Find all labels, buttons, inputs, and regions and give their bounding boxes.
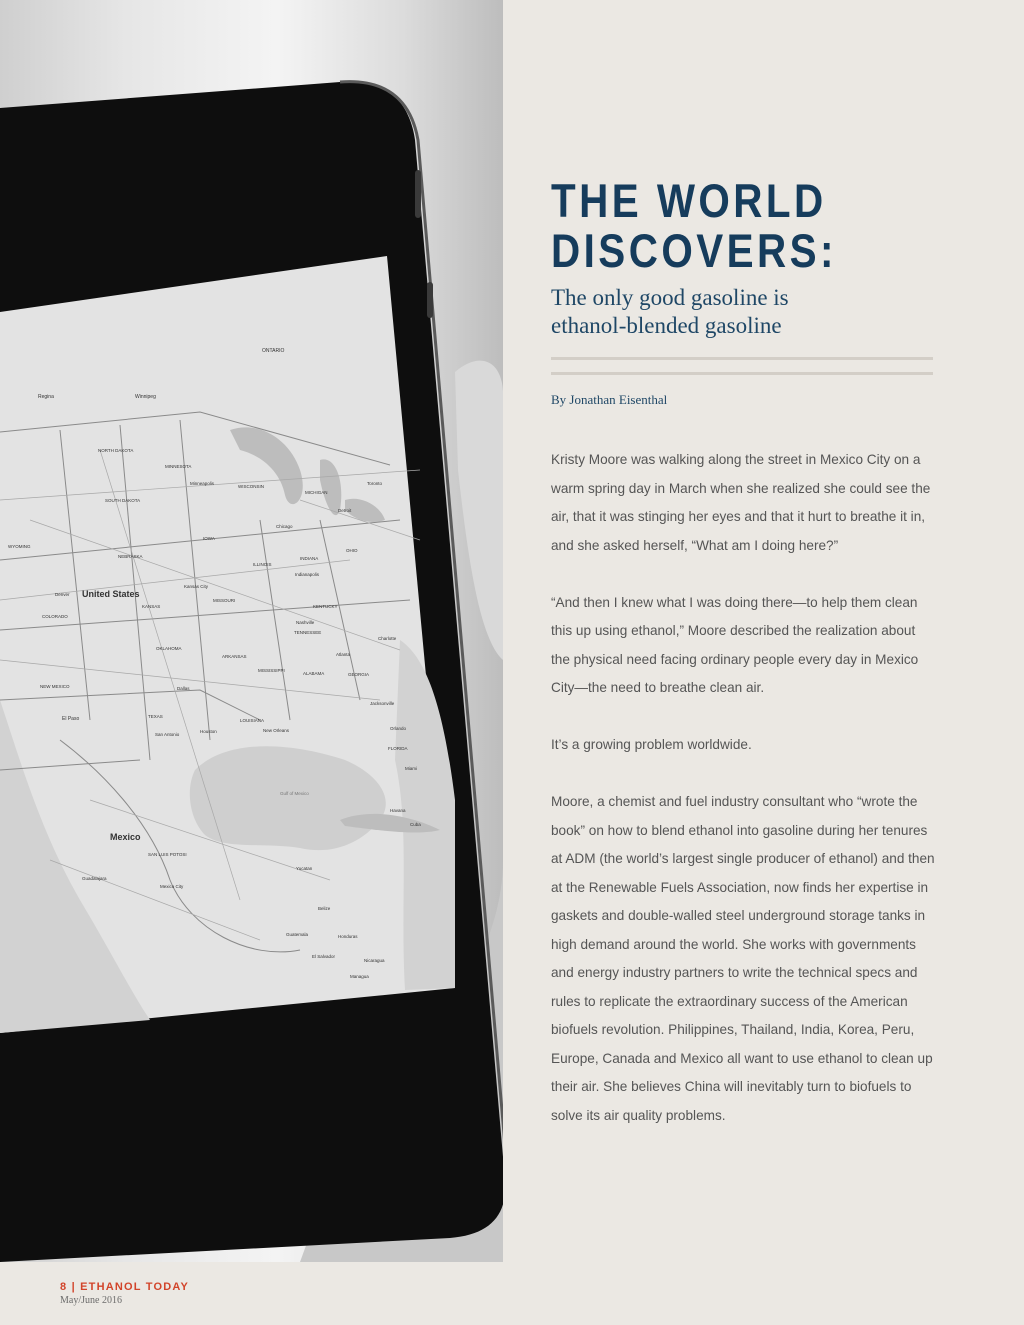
phone-map-photo (0, 0, 503, 1262)
map-label: KENTUCKY (313, 604, 338, 609)
map-label: Havana (390, 808, 406, 813)
map-label: Belize (318, 906, 331, 911)
map-label: Nashville (296, 620, 315, 625)
map-label: INDIANA (300, 556, 319, 561)
map-label: MICHIGAN (305, 490, 328, 495)
map-label: Charlotte (378, 636, 397, 641)
thumb (455, 361, 503, 660)
map-label: Gulf of Mexico (280, 791, 309, 796)
map-label: IOWA (203, 536, 215, 541)
map-label: El Paso (62, 716, 80, 722)
byline: By Jonathan Eisenthal (551, 392, 668, 407)
map-label: Managua (350, 974, 369, 979)
headline-line-1: THE WORLD (551, 174, 827, 227)
subheadline: The only good gasoline is ethanol-blended gasoline (551, 285, 789, 338)
map-label: NEW MEXICO (40, 684, 70, 689)
article-body (551, 446, 936, 1130)
map-label: WISCONSIN (238, 484, 265, 489)
article (551, 176, 936, 1159)
map-label: Winnipeg (135, 394, 156, 400)
map-label: Jacksonville (370, 701, 395, 706)
map-label: Chicago (276, 524, 293, 529)
map-label: Dallas (177, 686, 190, 691)
map-label: New Orleans (263, 728, 290, 733)
map-label: TENNESSEE (294, 630, 322, 635)
map-label: Cuba (410, 822, 421, 827)
map-label: SAN LUIS POTOSI (148, 852, 187, 857)
map-label: MISSOURI (213, 598, 236, 603)
map-label: United States (82, 589, 140, 599)
map-label: MINNESOTA (165, 464, 192, 469)
issue-date: May/June 2016 (60, 1295, 122, 1306)
map-label: Atlanta (336, 652, 351, 657)
map-label: Miami (405, 766, 417, 771)
page-footer (60, 1281, 189, 1306)
map-label: Guatemala (286, 932, 309, 937)
map-label: Regina (38, 394, 54, 400)
map-label: NEBRASKA (118, 554, 143, 559)
map-label: El Salvador (312, 954, 336, 959)
map-label: MISSISSIPPI (258, 668, 285, 673)
map-label: ONTARIO (262, 348, 285, 354)
divider-rule (551, 357, 933, 360)
volume-button (415, 170, 421, 218)
map-label: ARKANSAS (222, 654, 247, 659)
paragraph: Kristy Moore was walking along the street in Mexico City on a warm spring day in March when she realized she could see the air, that it was stinging her eyes and that it hurt to breathe it in, and she asked herself, “What am I doing here?” (551, 452, 931, 553)
folio: 8 | ETHANOL TODAY (60, 1281, 190, 1293)
map-label: Honduras (338, 934, 358, 939)
map-label: Kansas City (184, 584, 209, 589)
divider-rule (551, 372, 933, 375)
paragraph: Moore, a chemist and fuel industry consultant who “wrote the book” on how to blend ethanol into gasoline during her tenures at ADM (the world’s largest single producer of ethanol) and then at the Renewable Fuels Association, now finds her expertise in gaskets and double-walled steel underground storage tanks in high demand around the world. She works with governments and energy industry partners to write the technical specs and rules to replicate the extraordinary success of the American biofuels revolution. Philippines, Thailand, India, Korea, Peru, Europe, Canada and Mexico all want to use ethanol to clean up their air. She believes China will inevitably turn to biofuels to solve its air quality problems. (551, 794, 935, 1123)
map-label: OHIO (346, 548, 358, 553)
map-label: Indianapolis (295, 572, 320, 577)
map-label: Minneapolis (190, 481, 215, 486)
map-label: Nicaragua (364, 958, 385, 963)
map-label: GEORGIA (348, 672, 370, 677)
map-label: LOUISIANA (240, 718, 265, 723)
paragraph: It’s a growing problem worldwide. (551, 737, 752, 752)
power-button (427, 282, 433, 318)
map-label: FLORIDA (388, 746, 408, 751)
headline (551, 176, 938, 276)
map-label: SOUTH DAKOTA (105, 498, 141, 503)
map-label: Toronto (367, 481, 383, 486)
map-label: WYOMING (8, 544, 31, 549)
map-label: Detroit (338, 508, 352, 513)
map-label: KANSAS (142, 604, 161, 609)
map-label: TEXAS (148, 714, 163, 719)
map-label: Orlando (390, 726, 407, 731)
map-label: COLORADO (42, 614, 68, 619)
map-label: Houston (200, 729, 217, 734)
map-label: OKLAHOMA (156, 646, 182, 651)
map-label: Mexico City (160, 884, 184, 889)
phone-illustration (0, 0, 503, 1262)
map-label: San Antonio (155, 732, 180, 737)
map-label: ILLINOIS (253, 562, 272, 567)
map-label: Yucatan (296, 866, 313, 871)
paragraph: “And then I knew what I was doing there—to help them clean this up using ethanol,” Moore described the realization about the physical need facing ordinary people every day in Mexico City—the need to breathe clean air. (551, 594, 919, 695)
headline-line-2: DISCOVERS: (551, 224, 837, 277)
map-label: Guadalajara (82, 876, 107, 881)
map-label: Mexico (110, 832, 141, 842)
map-label: Denver (55, 592, 70, 597)
map-label: ALABAMA (303, 671, 325, 676)
map-label: NORTH DAKOTA (98, 448, 134, 453)
